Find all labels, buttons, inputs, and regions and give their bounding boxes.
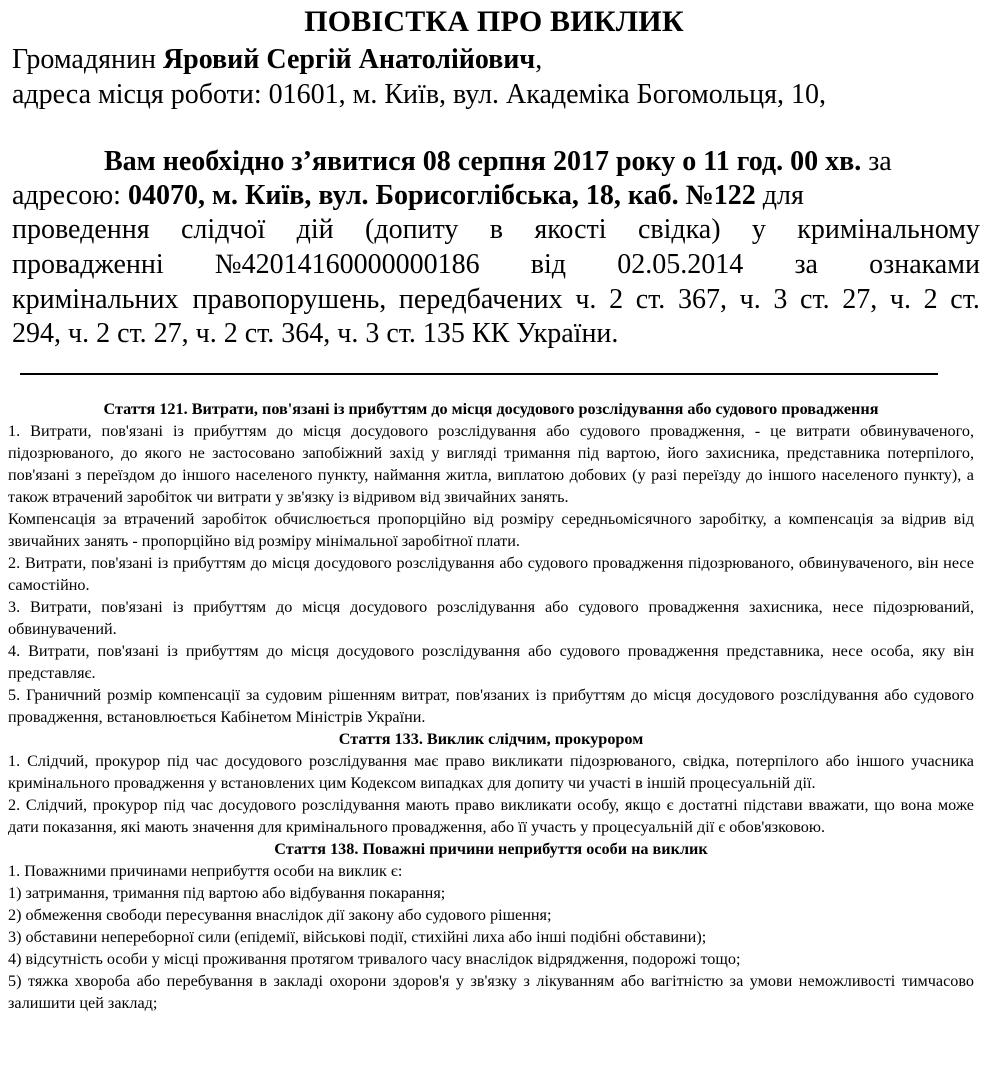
word: 27, <box>842 284 878 315</box>
citizen-prefix: Громадянин <box>12 44 163 75</box>
word: передбачених <box>398 284 563 315</box>
word: за <box>794 249 818 280</box>
summons-line-2 <box>12 178 980 214</box>
article-121-p1: 1. Витрати, пов'язані із прибуттям до місця досудового розслідування або судового провадження, - це витрати обвинуваченого, підозрюваного, до якого не застосовано запобіжний захід у вигляді тримання під вартою, його захисника, представника потерпілого, пов'язані з переїздом до іншого населеного пункту, наймання житла, виплатою добових (у разі переїзду до іншого населеного пункту), а також втрачений заробіток чи витрати у зв'язку із відривом від звичайних занять. <box>8 422 974 506</box>
article-121-p5: 5. Граничний розмір компенсації за судовим рішенням витрат, пов'язаних із прибуттям до місця досудового розслідування або судового провадження, встановлюється Кабінетом Міністрів України. <box>8 686 974 726</box>
word: якості <box>534 214 607 245</box>
citizen-name: Яровий Сергій Анатолійович <box>162 44 536 75</box>
word: проведення <box>12 214 150 245</box>
article-121-p4: 4. Витрати, пов'язані із прибуттям до місця досудового розслідування або судового провадження представника, несе особа, яку він представляє. <box>8 642 974 682</box>
word: 367, <box>677 284 727 315</box>
word: провадженні <box>12 249 164 280</box>
word: кримінальному <box>797 214 980 245</box>
article-138-item-4: 4) відсутність особи у місці проживання протягом тривалого часу внаслідок відрядження, подорожі тощо; <box>8 950 741 968</box>
citizen-line <box>12 42 980 78</box>
word: ст. <box>635 284 666 315</box>
word: кримінальних правопорушень, <box>12 284 387 315</box>
document-title: ПОВІСТКА ПРО ВИКЛИК <box>304 5 684 38</box>
article-121-p1b: Компенсація за втрачений заробіток обчислюється пропорційно від розміру середньомісячного заробітку, а компенсація за відрив від звичайних занять - пропорційно від розміру мінімальної заробітної плати. <box>8 510 974 550</box>
summons-line-3 <box>12 212 980 248</box>
article-121-p2: 2. Витрати, пов'язані із прибуттям до місця досудового розслідування або судового провадження підозрюваного, обвинуваченого, він несе самостійно. <box>8 554 974 594</box>
word: слідчої <box>180 214 266 245</box>
summons-line-2-lead: адресою: <box>12 180 128 211</box>
article-133-p2: 2. Слідчий, прокурор під час досудового розслідування мають право викликати особу, якщо є достатні підстави вважати, що вона може дати показання, які мають значення для кримінального провадження, або її участь у процесуальній дії є обов'язковою. <box>8 796 974 836</box>
summons-line-6: 294, ч. 2 ст. 27, ч. 2 ст. 364, ч. 3 ст. 135 КК України. <box>12 318 619 349</box>
article-121-title: Стаття 121. Витрати, пов'язані із прибуттям до місця досудового розслідування або судового провадження <box>103 400 879 418</box>
work-address: адреса місця роботи: 01601, м. Київ, вул. Академіка Богомольця, 10, <box>12 79 826 110</box>
appearance-address: 04070, м. Київ, вул. Борисоглібська, 18, каб. №122 <box>127 180 756 211</box>
articles-block <box>8 398 974 1014</box>
summons-line-1 <box>12 144 980 180</box>
word: ст. <box>950 284 980 315</box>
word: в <box>489 214 504 245</box>
article-138-item-2: 2) обмеження свободи пересування внаслідок дії закону або судового рішення; <box>8 906 552 924</box>
article-138-item-5: 5) тяжка хвороба або перебування в закладі охорони здоров'я у зв'язку з лікуванням або вагітністю за умови неможливості тимчасово залишити цей заклад; <box>8 972 974 1012</box>
word: ч. <box>575 284 597 315</box>
word: ч. <box>739 284 761 315</box>
word: ознаками <box>869 249 980 280</box>
summons-line-5 <box>12 282 980 318</box>
appearance-datetime: Вам необхідно з’явитися 08 серпня 2017 року о 11 год. 00 хв. <box>104 146 862 177</box>
word: ч. <box>889 284 911 315</box>
article-138-title: Стаття 138. Поважні причини неприбуття особи на виклик <box>274 840 708 858</box>
word: свідка) <box>637 214 721 245</box>
article-138-item-3: 3) обставини непереборної сили (епідемії, військові події, стихійні лиха або інші подібні обставини); <box>8 928 707 946</box>
summons-line-4 <box>12 247 980 283</box>
summons-line-1-rest: за <box>861 146 892 177</box>
article-121-p3: 3. Витрати, пов'язані із прибуттям до місця досудового розслідування або судового провадження захисника, несе підозрюваний, обвинувачений. <box>8 598 974 638</box>
citizen-suffix: , <box>535 44 543 75</box>
word: ст. <box>800 284 830 315</box>
word: 3 <box>773 284 788 315</box>
word: 2 <box>923 284 938 315</box>
separator-rule <box>20 373 938 375</box>
article-138-item-1: 1) затримання, тримання під вартою або відбування покарання; <box>8 884 446 902</box>
case-date: 02.05.2014 <box>617 249 744 280</box>
summons-line-2-rest: для <box>755 180 804 211</box>
article-138-p1: 1. Поважними причинами неприбуття особи на виклик є: <box>8 862 403 880</box>
article-133-title: Стаття 133. Виклик слідчим, прокурором <box>338 730 644 748</box>
word: 2 <box>609 284 624 315</box>
article-133-p1: 1. Слідчий, прокурор під час досудового розслідування має право викликати підозрюваного, свідка, потерпілого або іншого учасника кримінального провадження у встановлених цим Кодексом випадках для допиту чи участі в іншій процесуальній дії. <box>8 752 974 792</box>
word: у <box>751 214 766 245</box>
word: дій <box>296 214 334 245</box>
word: від <box>530 249 567 280</box>
case-number: №42014160000000186 <box>214 249 480 280</box>
word: (допиту <box>365 214 459 245</box>
